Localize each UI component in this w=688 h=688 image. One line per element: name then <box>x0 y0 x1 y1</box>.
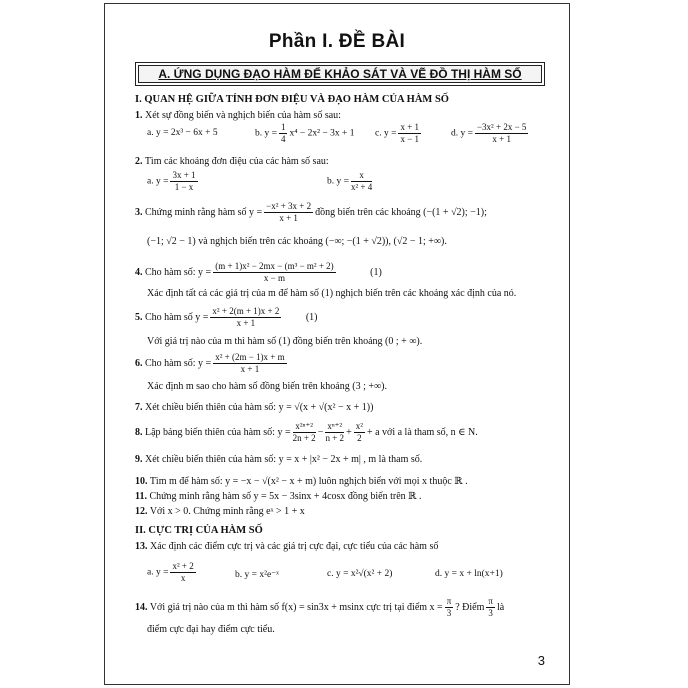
part2-heading: II. CỰC TRỊ CỦA HÀM SỐ <box>135 525 263 536</box>
question-5: 5. Cho hàm số y = $\frac{\text{x² + 2(m + 1)x + 2}}{x + 1}$ (1) <box>135 306 318 328</box>
question-11: 11. Chứng minh rằng hàm số y = 5x − 3sinx + 4cosx đồng biến trên ℝ . <box>135 491 422 502</box>
question-1: 1. Xét sự đồng biến và nghịch biến của hàm số sau: <box>135 110 341 121</box>
question-12: 12. Với x > 0. Chứng minh rằng eˣ > 1 + x <box>135 506 305 517</box>
q1-d: d. y = $\frac{\text{−3x² + 2x − 5}}{x + 1}$ <box>451 122 527 144</box>
question-3: 3. Chứng minh rằng hàm số y = $\frac{\text{−x² + 3x + 2}}{x + 1}$ đồng biến trên các khoảng (−(1 + √2); −1); <box>135 201 487 223</box>
question-13: 13. Xác định các điểm cực trị và các giá trị cực đại, cực tiểu của các hàm số <box>135 541 439 552</box>
q1-b: b. y = $\frac{1}{4}$ x⁴ − 2x² − 3x + 1 <box>255 122 355 144</box>
page-number: 3 <box>537 653 545 668</box>
q13-b: b. y = x²e⁻ˣ <box>235 570 279 580</box>
q13-d: d. y = x + ln(x+1) <box>435 569 503 579</box>
question-2: 2. Tìm các khoảng đơn điệu của các hàm số sau: <box>135 156 329 167</box>
question-3-line2: (−1; √2 − 1) và nghịch biến trên các khoảng (−∞; −(1 + √2)), (√2 − 1; +∞). <box>147 236 447 247</box>
q1-a: a. y = 2x³ − 6x + 5 <box>147 128 218 138</box>
question-14: 14. Với giá trị nào của m thì hàm số f(x) = sin3x + msinx cực trị tại điểm x = $\frac{\pi}{3}$ ? Điểm $\frac{\pi}{3}$ là <box>135 596 505 618</box>
q13-c: c. y = x²√(x² + 2) <box>327 569 393 579</box>
question-8: 8. Lập bảng biến thiên của hàm số: y = $\frac{\text{x²ⁿ⁺²}}{2n + 2}$ − $\frac{\text{xⁿ⁺²}}{n + 2}$ + $\frac{\text{x²}}{2}$ + a với a là tham số, n ∈ N. <box>135 421 478 443</box>
q1-c: c. y = $\frac{x + 1}{x - 1}$ <box>375 122 420 144</box>
question-6: 6. Cho hàm số: y = $\frac{\text{x² + (2m − 1)x + m}}{x + 1}$ <box>135 352 285 374</box>
part1-heading: I. QUAN HỆ GIỮA TÍNH ĐƠN ĐIỆU VÀ ĐẠO HÀM CỦA HÀM SỐ <box>135 94 449 105</box>
question-14-line2: điểm cực đại hay điểm cực tiểu. <box>147 624 275 635</box>
q2-b: b. y = $\frac{x}{\text{x² + 4}}$ <box>327 170 373 192</box>
page-title: Phần I. ĐỀ BÀI <box>268 31 406 52</box>
q13-a: a. y = $\frac{\text{x² + 2}}{x}$ <box>147 561 194 583</box>
question-7: 7. Xét chiều biến thiên của hàm số: y = √(x + √(x² − x + 1)) <box>135 402 374 413</box>
q2-a: a. y = $\frac{3x + 1}{1 - x}$ <box>147 170 196 192</box>
section-a-banner <box>135 62 545 86</box>
question-4-line2: Xác định tất cả các giá trị của m để hàm số (1) nghịch biến trên các khoảng xác định của nó. <box>147 288 517 299</box>
section-a-heading: A. ỨNG DỤNG ĐẠO HÀM ĐỂ KHẢO SÁT VÀ VẼ ĐỒ THỊ HÀM SỐ <box>138 65 542 83</box>
question-9: 9. Xét chiều biến thiên của hàm số: y = x + |x² − 2x + m| , m là tham số. <box>135 454 423 465</box>
document-page <box>104 3 570 685</box>
question-5-line2: Với giá trị nào của m thì hàm số (1) đồng biến trên khoảng (0 ; + ∞). <box>147 336 423 347</box>
question-6-line2: Xác định m sao cho hàm số đồng biến trên khoảng (3 ; +∞). <box>147 381 387 392</box>
question-10: 10. Tìm m để hàm số: y = −x − √(x² − x + m) luôn nghịch biến với mọi x thuộc ℝ . <box>135 476 468 487</box>
question-4: 4. Cho hàm số: y = $\frac{\text{(m + 1)x² − 2mx − (m³ − m² + 2)}}{x - m}$ (1) <box>135 261 382 283</box>
